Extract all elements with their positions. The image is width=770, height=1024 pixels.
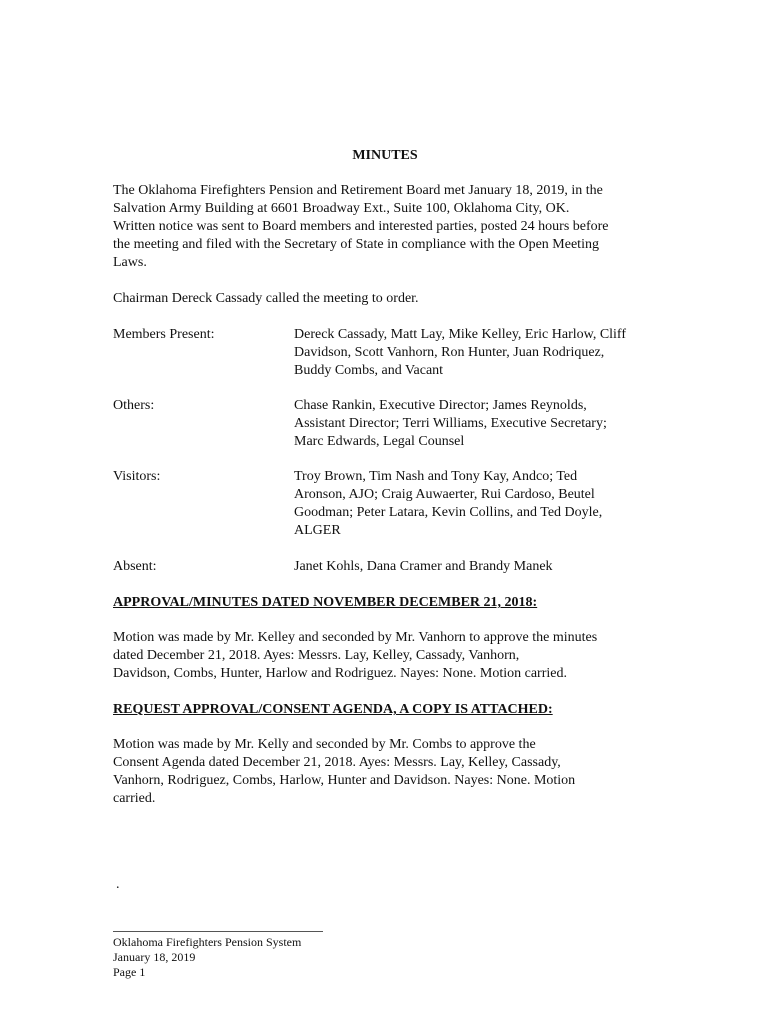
attendance-label: Visitors:: [113, 469, 161, 484]
footer-organization: Oklahoma Firefighters Pension System: [113, 935, 302, 949]
attendance-value: Troy Brown, Tim Nash and Tony Kay, Andco; Ted Aronson, AJO; Craig Auwaerter, Rui Cardoso, Beutel Goodman; Peter Latara, Kevin Collins, and Ted Doyle, ALGER: [294, 469, 603, 538]
footer-date: January 18, 2019: [113, 950, 196, 964]
attendance-label: Members Present:: [113, 327, 215, 342]
trailing-mark: .: [116, 877, 120, 892]
call-to-order-paragraph: Chairman Dereck Cassady called the meeting to order.: [113, 291, 419, 306]
intro-paragraph: The Oklahoma Firefighters Pension and Retirement Board met January 18, 2019, in the Salvation Army Building at 6601 Broadway Ext., Suite 100, Oklahoma City, OK. Written notice was sent to Board members and interested parties, posted 24 hours before the meeting and filed with the Secretary of State in compliance with the Open Meeting Laws.: [113, 183, 609, 270]
section-heading-consent-agenda: REQUEST APPROVAL/CONSENT AGENDA, A COPY IS ATTACHED:: [113, 702, 553, 717]
document-title: MINUTES: [352, 148, 418, 163]
attendance-value: Janet Kohls, Dana Cramer and Brandy Manek: [294, 559, 553, 574]
attendance-label: Absent:: [113, 559, 157, 574]
footer-page-number: Page 1: [113, 965, 146, 979]
attendance-value: Dereck Cassady, Matt Lay, Mike Kelley, Eric Harlow, Cliff Davidson, Scott Vanhorn, Ron Hunter, Juan Rodriquez, Buddy Combs, and Vacant: [294, 327, 627, 378]
attendance-value: Chase Rankin, Executive Director; James Reynolds, Assistant Director; Terri Williams, Executive Secretary; Marc Edwards, Legal Counsel: [294, 398, 607, 449]
section-body-consent-agenda: Motion was made by Mr. Kelly and seconded by Mr. Combs to approve the Consent Agenda dated December 21, 2018. Ayes: Messrs. Lay, Kelley, Cassady, Vanhorn, Rodriguez, Combs, Harlow, Hunter and Davidson. Nayes: None. Motion carried.: [113, 737, 576, 806]
section-heading-approval-minutes: APPROVAL/MINUTES DATED NOVEMBER DECEMBER 21, 2018:: [113, 595, 538, 610]
section-body-approval-minutes: Motion was made by Mr. Kelley and seconded by Mr. Vanhorn to approve the minutes dated December 21, 2018. Ayes: Messrs. Lay, Kelley, Cassady, Vanhorn, Davidson, Combs, Hunter, Harlow and Rodriguez. Nayes: None. Motion carried.: [113, 630, 598, 681]
footer-divider: [113, 931, 323, 932]
attendance-label: Others:: [113, 398, 155, 413]
